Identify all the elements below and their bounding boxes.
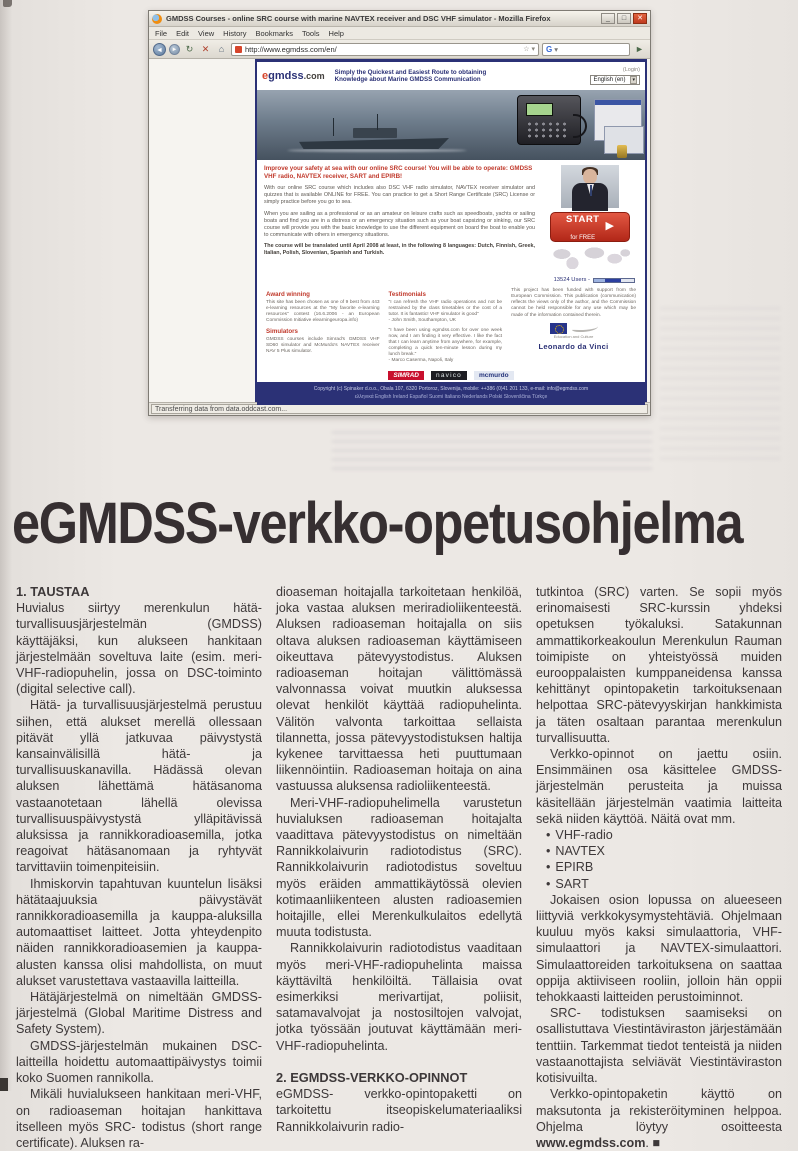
sart-device-image xyxy=(617,145,627,158)
article-paragraph: Mikäli huvialukseen hankitaan meri-VHF, on radioaseman hoitajan hankittava itselleen myös SRC- todistus (short range certificate). Aluksen ra- xyxy=(16,1087,262,1150)
list-item: • VHF-radio xyxy=(546,828,613,843)
menu-bookmarks[interactable]: Bookmarks xyxy=(255,28,294,38)
list-item: • SART xyxy=(546,876,589,891)
egmdss-webpage xyxy=(255,59,647,402)
copyright-line: Copyright (c) Spinaker d.o.o., Obala 107, 6320 Portoroz, Slovenija, mobile: ++386 (0)41 201 133, e-mail: info@egmdss.com xyxy=(313,386,589,393)
article-paragraph: SRC- todistuksen saamiseksi on osallistuttava Viestintäviraston järjestämään tenttiin. Tarkemmat tiedot tenteistä ja niiden vastaanottajista selviävät Viestintäviraston kotisivuilta. xyxy=(536,1006,782,1086)
users-progress-bar xyxy=(593,278,635,283)
scan-ghost-reflection xyxy=(660,300,780,460)
intro-paragraph-course: With our online SRC course which includes also DSC VHF radio simulator, NAVTEX receiver simulator and quizzes that is available ONLINE for FREE. You can practice to get a Short Range Certificate (SRC) License or simply practice before you go to sea. xyxy=(264,185,535,206)
mcmurdo-logo[interactable]: mcmurdo xyxy=(474,371,514,380)
title-bar xyxy=(149,11,650,27)
search-input[interactable] xyxy=(542,43,630,56)
eu-funding-disclaimer: This project has been funded with support from the European Commission. This publication (communication) reflects the views only of the author, and the Commission cannot be held responsible for any use which may be made of the information contained therein. xyxy=(511,288,636,318)
site-tagline: Simply the Quickest and Easiest Route to obtaining Knowledge about Marine GMDSS Communication xyxy=(334,68,487,83)
start-button-sublabel: for FREE xyxy=(570,234,596,241)
section-heading-taustaa: 1. TAUSTAA xyxy=(16,584,90,599)
navigation-toolbar xyxy=(149,40,650,59)
search-engine-dropdown-icon[interactable]: ▾ xyxy=(554,44,558,54)
stop-button[interactable]: ✕ xyxy=(201,43,210,54)
radio-keypad xyxy=(526,121,568,139)
end-mark: . ■ xyxy=(645,1135,661,1150)
vhf-radio-image xyxy=(517,95,581,145)
back-button[interactable]: ◄ xyxy=(153,43,166,56)
scan-artifact-bottom-left xyxy=(0,1078,8,1091)
article-paragraph: Huvialus siirtyy merenkulun hätä- turvallisuusjärjestelmän (GMDSS) käyttäjäksi, kun alukseen hankitaan järjestelmään soveltuva laite (esim. meri-VHF-radiopuhelin, jossa on DSC-toiminto (digital selective call). xyxy=(16,601,262,697)
egmdss-logo[interactable]: egmdss.com xyxy=(262,70,325,82)
boat-cabin xyxy=(353,128,397,138)
section-heading-verkko-opinnot: 2. EGMDSS-VERKKO-OPINNOT xyxy=(276,1069,468,1085)
forward-button[interactable]: ► xyxy=(169,44,180,55)
browser-window xyxy=(148,10,651,416)
article-paragraph: eGMDSS- verkko-opintopaketti on tarkoitettu itseopiskelumateriaaliksi Rannikkolaivurin radio- xyxy=(276,1087,522,1134)
article-paragraph: Hätä- ja turvallisuusjärjestelmä perustuu siihen, että alukset merellä ollessaan pitävät yllä jatkuvaa päivystystä kansainvälisillä hätä- ja turvallisuuskanavilla. Hädässä olevan aluksen lähettämä hätäsanoma vastaanotetaan lähellä olevissa turvallisuuspäivystystä ylläpitävissä aluksissa ja rannikkoradioasemilla, jotka reagoivat hätäsanomaan ja ryhtyvät tarvittaviin toimenpiteisiin. xyxy=(16,698,262,875)
education-culture-caption: Education and Culture xyxy=(553,333,594,339)
article-paragraph: tutkintoa (SRC) varten. Se sopii myös erinomaisesti SRC-kurssin yhdeksi opetuksen työkaluksi. Satakunnan ammattikorkeakoulun Merenkulun Rauman toimipiste on yhteistyössä muiden eurooppalaisten kumppaneidensa kanssa kehittänyt opintopaketin tarkoituksenaan helpottaa SRC-pätevyyskirjan hankkimista ja täten osaltaan parantaa merenkulun turvallisuutta. xyxy=(536,585,782,745)
info-columns xyxy=(257,286,645,369)
intro-section xyxy=(257,160,645,274)
intro-paragraph-languages: The course will be translated until April 2008 at least, in the following 8 languages: Dutch, Finnish, Greek, Italian, Polish, Slovenian, Spanish and Turkish. xyxy=(264,243,535,257)
article-column-1 xyxy=(16,584,262,1150)
language-selected-value: English (en) xyxy=(593,77,626,83)
radio-handset-cord xyxy=(573,114,587,138)
scan-artifact-top-left xyxy=(3,0,12,7)
close-button[interactable]: ✕ xyxy=(633,13,647,24)
bookmark-star-icon[interactable]: ☆ xyxy=(523,46,530,53)
users-counter xyxy=(257,274,645,286)
footer-language-links[interactable]: ελληνικά English Ireland Español Suomi Italiano Nederlands Polski Slovenščina Türkçe xyxy=(354,394,548,401)
article-body xyxy=(16,584,782,1150)
article-closing-paragraph: Verkko-opintopaketin käyttö on maksutonta ja rekisteröityminen helppoa. Ohjelma löytyy osoitteesta www.egmdss.com. ■ xyxy=(536,1087,782,1150)
leonardo-da-vinci-label: Leonardo da Vinci xyxy=(538,341,609,351)
language-select[interactable] xyxy=(590,75,640,85)
article-paragraph: Meri-VHF-radiopuhelimella varustetun huvialuksen radioaseman hoitajalta vaadittava pätevyystodistus on nimeltään Rannikkolaivurin radiotodistus (SRC). Rannikkolaivurin radiotodistus soveltuu myös eräiden ammattikäytössä olevien kotimaanliikenteen alusten radioasemien hoitajille, ellei Merenkulkulaitos edellytä muuta todistusta. xyxy=(276,795,522,940)
boat-mast xyxy=(377,114,378,130)
article-paragraph: Rannikkolaivurin radiotodistus vaaditaan myös meri-VHF-radiopuhelinta maissa käyttäviltä henkilöiltä. Tällaisia ovat esimerkiksi merivartijat, poliisit, satamavalvojat ja nostosiltojen valvojat, jotka työssään joutuvat käyttämään meri-VHF-radiopuhelinta. xyxy=(276,941,522,1053)
address-dropdown-icon[interactable]: ▾ xyxy=(531,46,535,53)
address-url[interactable]: http://www.egmdss.com/en/ xyxy=(245,44,337,54)
menu-edit[interactable]: Edit xyxy=(176,28,190,38)
article-paragraph: Jokaisen osion lopussa on alueeseen liittyviä verkkokysymystehtäviä. Ohjelmaan kuuluu myös kaksi simulaattoria, VHF-simulaattori ja NAVTEX-simulaattori. Simulaattoreiden tarkoituksena on saattaa oppija aktiiviseen rooliin, jolloin hän oppii tehokkaasti laitteiden perustoiminnot. xyxy=(536,892,782,1005)
start-arrow-icon: ▶ xyxy=(605,220,614,233)
partner-logos xyxy=(257,369,645,382)
menu-view[interactable]: View xyxy=(198,28,215,38)
article-column-3 xyxy=(536,584,782,1150)
award-winning-text: This site has been chosen as one of 9 best from 443 e-learning resources at the "My favorite e-learning resources" contest (16.6.2006 - an European Commission Initiative elearningeuropa.info) xyxy=(266,300,380,324)
award-winning-heading: Award winning xyxy=(266,291,310,298)
testimonials-heading: Testimonials xyxy=(388,291,426,298)
equipment-bullet-list xyxy=(536,827,782,892)
simrad-logo[interactable]: SIMRAD xyxy=(388,371,424,380)
users-counter-label: 13524 Users - xyxy=(553,277,590,283)
google-icon: G xyxy=(546,44,553,54)
presenter-photo xyxy=(561,165,619,208)
maximize-button[interactable]: □ xyxy=(617,13,631,24)
home-button[interactable]: ⌂ xyxy=(218,43,225,54)
testimonial-quote: "I can refresh the VHF radio operations and not be restrained by the class timetables or the cost of a tutor. It is fantastic! VHF simulator is good" xyxy=(388,300,503,318)
intro-heading: Improve your safety at sea with our online SRC course! You will be able to operate: GMDSS VHF radio, NAVTEX receiver, SART and EPIRB! xyxy=(264,165,533,181)
simulators-heading: Simulators xyxy=(266,327,298,335)
menu-help[interactable]: Help xyxy=(328,28,344,38)
article-paragraph: Verkko-opinnot on jaettu osiin. Ensimmäinen osa käsittelee GMDSS-järjestelmän perusteita ja muissa käsitellään järjestelmän vaatimia laitteita sekä niiden käyttöä. Näitä ovat mm. xyxy=(536,747,782,826)
egmdss-url-text: www.egmdss.com xyxy=(536,1135,646,1150)
testimonial-author: - Marco Caserma, Napoli, Italy xyxy=(388,358,454,364)
address-bar[interactable] xyxy=(231,43,539,56)
start-for-free-button[interactable] xyxy=(550,212,630,242)
minimize-button[interactable]: _ xyxy=(601,13,615,24)
site-header xyxy=(257,62,645,90)
world-map-graphic xyxy=(546,246,634,269)
window-title: GMDSS Courses - online SRC course with marine NAVTEX receiver and DSC VHF simulator - Mozilla Firefox xyxy=(166,14,551,23)
article-paragraph: Ihmiskorvin tapahtuvan kuuntelun lisäksi hätätaajuuksia päivystävät rannikkoradioasemilla ja kauppa-aluksilla automaattiset laitteet. Jotta yhteydenpito näiden rannikkoradioasemien ja kauppa-alusten kanssa olisi mahdollista, on muut alukset varustettava vastaavilla laitteilla. xyxy=(16,876,262,988)
hero-photo-boat-at-sea xyxy=(257,90,645,160)
eu-flag-icon xyxy=(550,323,567,334)
intro-paragraph-sailing: When you are sailing as a professional or as an amateur on leisure crafts such as speedboats, yachts or sailing boats and find you are in a distress or an emergency situation such as your boat capsizing or sinking, our SRC course will provide you with the basic knowledge to use the different equipment on board the boat to enable you to communicate with others in emergency situations. xyxy=(264,210,535,238)
menu-tools[interactable]: Tools xyxy=(302,28,320,38)
login-link[interactable]: (Login) xyxy=(622,67,640,73)
education-culture-swoosh-icon xyxy=(572,324,598,332)
boat-mast xyxy=(333,118,334,136)
article-paragraph: dioaseman hoitajalla tarkoitetaan henkilöä, joka vastaa aluksen meriradioliikenteestä. Aluksen radioaseman hoitajalla on siis oltava aluksen radioaseman käyttämiseen oikeuttava pätevyystodistus. Aluksen radioaseman hoitajan välittömässä valvonnassa voivat muutkin aluksessa olevat henkilöt käyttää radiopuhelinta. Välitön valvonta tarkoittaa sellaista tilannetta, jossa pätevyystodistuksen haltija kykenee tarvittaessa heti puuttumaan liikennöintiin. Radioaseman hoitaja on aina vastuussa aluksensa radioliikenteestä. xyxy=(276,585,522,794)
menu-history[interactable]: History xyxy=(223,28,247,38)
simulators-text: GMDSS courses include Simrad's GMDSS VHF SD60 simulator and McMurdo's NAVTEX receiver NAV 5 Plus simulator. xyxy=(266,336,380,354)
article-headline: eGMDSS-verkko-opetusohjelma xyxy=(12,491,743,556)
language-dropdown-icon: ▾ xyxy=(632,77,635,83)
article-paragraph: Hätäjärjestelmä on nimeltään GMDSS-järjestelmä (Global Maritime Distress and Safety System). xyxy=(16,990,262,1037)
site-footer xyxy=(257,382,645,405)
menu-file[interactable]: File xyxy=(155,28,168,38)
go-button[interactable]: ► xyxy=(635,43,644,54)
navico-logo[interactable]: navico xyxy=(431,371,467,380)
scan-ghost-reflection xyxy=(332,428,652,470)
status-text: Transferring data from data.oddcast.com... xyxy=(151,404,648,414)
boat-wake xyxy=(287,149,467,152)
reload-button[interactable]: ↻ xyxy=(185,43,194,54)
browser-viewport xyxy=(149,59,650,402)
testimonial-quote: "I have been using egmdss.com for over one week now, and I am finding it very effective. I like the fact that I can learn anytime from anywhere, for example, completing a quick ten-minute lesson during my lunch break." xyxy=(388,327,503,357)
menu-bar xyxy=(149,27,650,40)
list-item: • NAVTEX xyxy=(546,844,605,859)
radio-lcd-screen xyxy=(526,103,553,116)
testimonial-author: - John Smith, Southampton, UK xyxy=(388,318,457,324)
start-button-label: START xyxy=(566,213,600,225)
article-paragraph: GMDSS-järjestelmän mukainen DSC-laitteilla hoidettu automaattipäivystys toimii koko Suomen rannikolla. xyxy=(16,1038,262,1086)
firefox-icon xyxy=(152,14,162,24)
article-column-2 xyxy=(276,584,522,1134)
site-favicon xyxy=(235,46,242,53)
list-item: • EPIRB xyxy=(546,860,594,875)
